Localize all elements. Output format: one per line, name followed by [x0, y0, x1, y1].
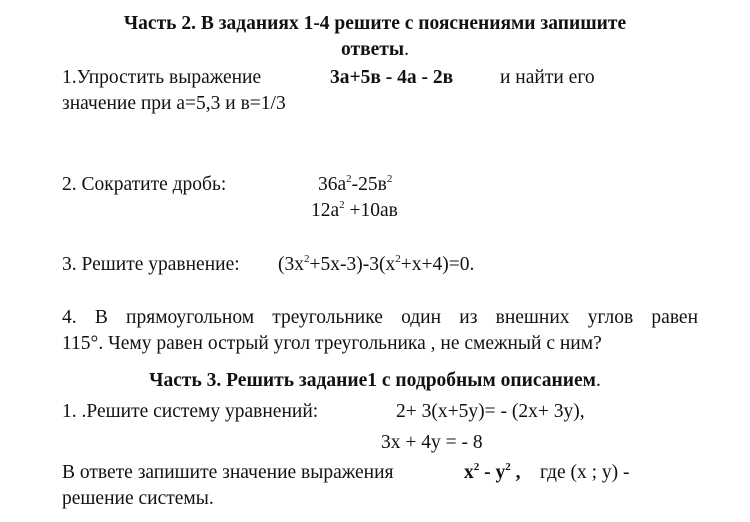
task4-line2: 115°. Чему равен острый угол треугольника , не смежный с ним? — [62, 333, 602, 354]
task1-lead: 1.Упростить выражение — [62, 67, 262, 88]
task2-lead: 2. Сократите дробь: — [62, 174, 227, 195]
part3-equation1: 2+ 3(х+5у)= - (2х+ 3у), — [396, 401, 585, 422]
task3-lead: 3. Решите уравнение: — [62, 254, 240, 275]
task2-numerator: $36а^2-25в^2$ — [318, 173, 393, 195]
part3-answer-lead: В ответе запишите значение выражения — [62, 462, 394, 483]
task4-line1: 4. В прямоугольном треугольнике один из внешних углов равен — [62, 307, 698, 328]
part3-last-line: решение системы. — [62, 488, 214, 509]
part3-answer-expression: $х^2 - у^2$ , — [464, 461, 521, 483]
task2-denominator: $12а^2 +10ав$ — [311, 199, 398, 221]
part3-answer-tail: где (х ; у) - — [540, 462, 630, 483]
task1-tail: и найти его — [500, 67, 595, 88]
task1-expression: 3а+5в - 4а - 2в — [330, 67, 454, 88]
part2-heading-line2: ответы. — [341, 39, 409, 60]
task3-equation: $(3х^2+5х-3)-3(х^2+х+4)=0$. — [278, 253, 475, 275]
task1-line2: значение при а=5,3 и в=1/3 — [62, 93, 286, 114]
part3-equation2: 3х + 4у = - 8 — [381, 432, 483, 453]
part3-heading: Часть 3. Решить задание1 с подробным описанием. — [149, 370, 601, 391]
part2-heading-line1: Часть 2. В заданиях 1-4 решите с пояснениями запишите — [123, 13, 627, 34]
part3-task1-lead: 1. .Решите систему уравнений: — [62, 401, 319, 422]
